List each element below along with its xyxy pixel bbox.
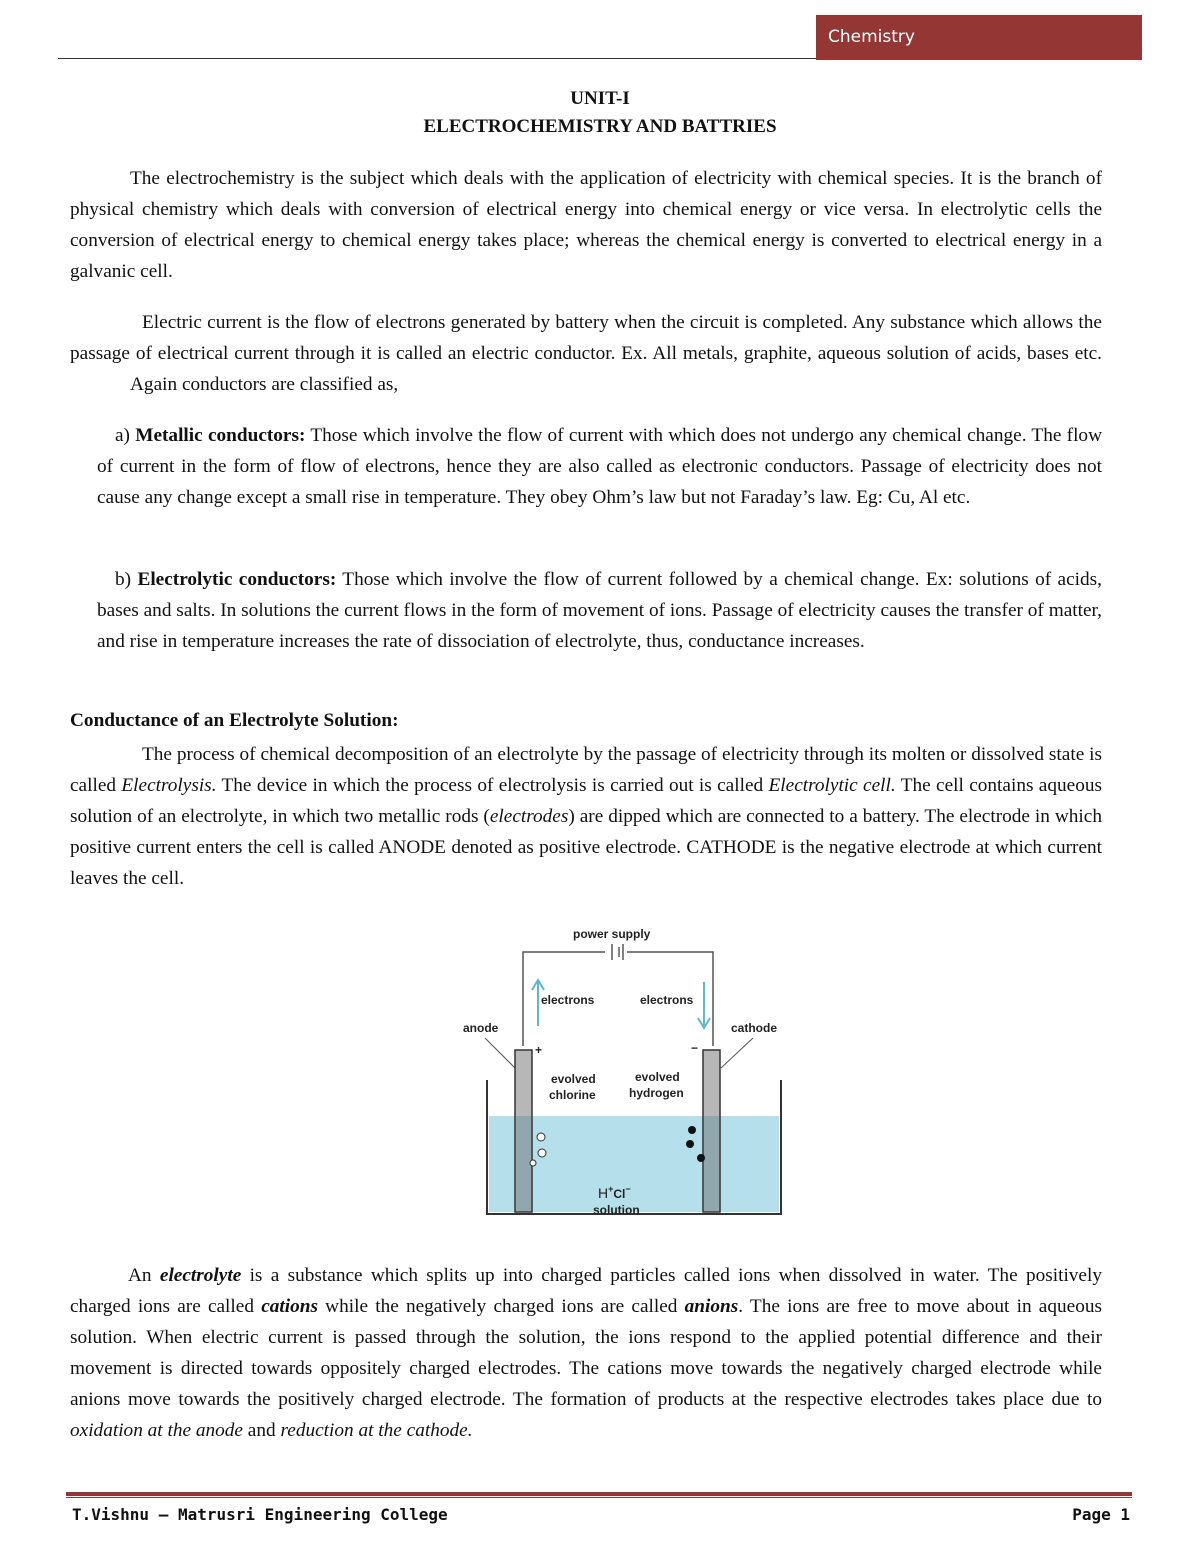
topic-title: ELECTROCHEMISTRY AND BATTRIES — [423, 116, 777, 137]
conductance-t3: The cell contains aqueous solution of an electrolyte, in which two metallic rods ( — [70, 775, 1102, 827]
term-electrolytic-cell: Electrolytic cell. — [768, 775, 896, 796]
marker-b: b) — [115, 569, 132, 590]
conductance-heading: Conductance of an Electrolyte Solution: — [70, 710, 399, 731]
electrolytic-text: Those which involve the flow of current followed by a chemical change. Ex: solutions of acids, bases and salts. In solutions the current flows in the form of movement of ions. Passage of electricity causes the transfer of matter, and rise in temperature increases the rate of dissociation of electrolyte, thus, conductance increases. — [97, 569, 1102, 652]
chlorine-bubble — [530, 1160, 536, 1166]
anode-plus: + — [535, 1043, 543, 1057]
solution-label: solution — [593, 1203, 640, 1217]
evolved-hydrogen-label-2: hydrogen — [629, 1086, 684, 1100]
cathode-minus: − — [691, 1041, 699, 1055]
metallic-conductors-paragraph — [97, 420, 1102, 513]
conductance-t4: ) are dipped which are connected to a battery. The electrode in which positive current enters the cell is called ANODE denoted as positive electrode. CATHODE is the negative electrode at which current leaves the cell. — [70, 806, 1102, 889]
cathode-pointer — [721, 1038, 753, 1068]
term-anions: anions — [684, 1296, 739, 1317]
solution-formula: H+Cl− — [598, 1184, 631, 1201]
electrolyte-t5: and — [247, 1420, 276, 1441]
cathode-submerged — [704, 1116, 719, 1211]
electrolytic-conductors-paragraph — [97, 564, 1102, 657]
power-supply-label: power supply — [573, 927, 651, 941]
anode-submerged — [516, 1116, 531, 1211]
unit-title: UNIT-I — [570, 88, 630, 109]
footer-rule-thin — [66, 1497, 1132, 1498]
term-reduction: reduction at the cathode. — [280, 1420, 473, 1441]
electrolyte-t3: while the negatively charged ions are called — [325, 1296, 678, 1317]
electrolyte-t2: is a substance which splits up into charged particles called ions when dissolved in water. The positively charged ions are called — [70, 1265, 1102, 1317]
subject-tab: Chemistry — [816, 15, 1142, 60]
term-oxidation: oxidation at the anode — [70, 1420, 243, 1441]
hydrogen-bubble — [688, 1126, 696, 1134]
intro-paragraph-2 — [70, 307, 1102, 400]
intro-paragraph-1: The electrochemistry is the subject which deals with the application of electricity with chemical species. It is the branch of physical chemistry which deals with conversion of electrical energy into chemical energy or vice versa. In electrolytic cells the conversion of electrical energy to chemical energy takes place; whereas the chemical energy is converted to electrical energy in a galvanic cell. — [70, 168, 1102, 282]
page-number: Page 1 — [1072, 1505, 1130, 1524]
electrolyte-t4: . The ions are free to move about in aqueous solution. When electric current is passed through the solution, the ions respond to the applied potential difference and their movement is directed towards oppositely charged electrodes. The cations move towards the negatively charged electrode while anions move towards the positively charged electrode. The formation of products at the respective electrodes takes place due to — [70, 1296, 1102, 1410]
anode-label: anode — [463, 1021, 499, 1035]
electrons-label-left: electrons — [541, 993, 595, 1007]
chlorine-bubble — [538, 1149, 546, 1157]
electrons-label-right: electrons — [640, 993, 694, 1007]
electrolyte-paragraph — [70, 1260, 1102, 1446]
hydrogen-bubble — [697, 1154, 705, 1162]
electrolytic-cell-diagram — [455, 920, 785, 1250]
intro-p2-text: Electric current is the flow of electrons generated by battery when the circuit is completed. Any substance which allows the passage of electrical current through it is called an electric conductor. Ex. All metals, graphite, aqueous solution of acids, bases etc. — [70, 312, 1102, 364]
metallic-text: Those which involve the flow of current with which does not undergo any chemical change. The flow of current in the form of flow of electrons, hence they are also called as electronic conductors. Passage of electricity does not cause any change except a small rise in temperature. They obey Ohm’s law but not Faraday’s law. Eg: Cu, Al etc. — [97, 425, 1102, 508]
footer-author: T.Vishnu – Matrusri Engineering College — [72, 1505, 448, 1524]
conductance-t2: The device in which the process of electrolysis is carried out is called — [221, 775, 764, 796]
footer-rule-thick — [66, 1492, 1132, 1496]
chlorine-bubble — [537, 1133, 545, 1141]
term-electrodes: electrodes — [489, 806, 569, 827]
evolved-hydrogen-label-1: evolved — [635, 1070, 680, 1084]
evolved-chlorine-label-1: evolved — [551, 1072, 596, 1086]
cathode-label: cathode — [731, 1021, 778, 1035]
marker-a: a) — [115, 425, 130, 446]
header-rule — [58, 58, 816, 59]
intro-p2-tail: Again conductors are classified as, — [130, 374, 399, 395]
hydrogen-bubble — [686, 1140, 694, 1148]
anode-pointer — [485, 1038, 515, 1068]
term-electrolyte: electrolyte — [159, 1265, 242, 1286]
conductance-paragraph — [70, 739, 1102, 894]
metallic-term: Metallic conductors: — [135, 425, 306, 446]
conductance-t1: The process of chemical decomposition of an electrolyte by the passage of electricity through its molten or dissolved state is called — [70, 744, 1102, 796]
term-electrolysis: Electrolysis. — [121, 775, 217, 796]
term-cations: cations — [261, 1296, 318, 1317]
electrolyte-t1: An — [128, 1265, 152, 1286]
electrolytic-term: Electrolytic conductors: — [137, 569, 337, 590]
evolved-chlorine-label-2: chlorine — [549, 1088, 596, 1102]
